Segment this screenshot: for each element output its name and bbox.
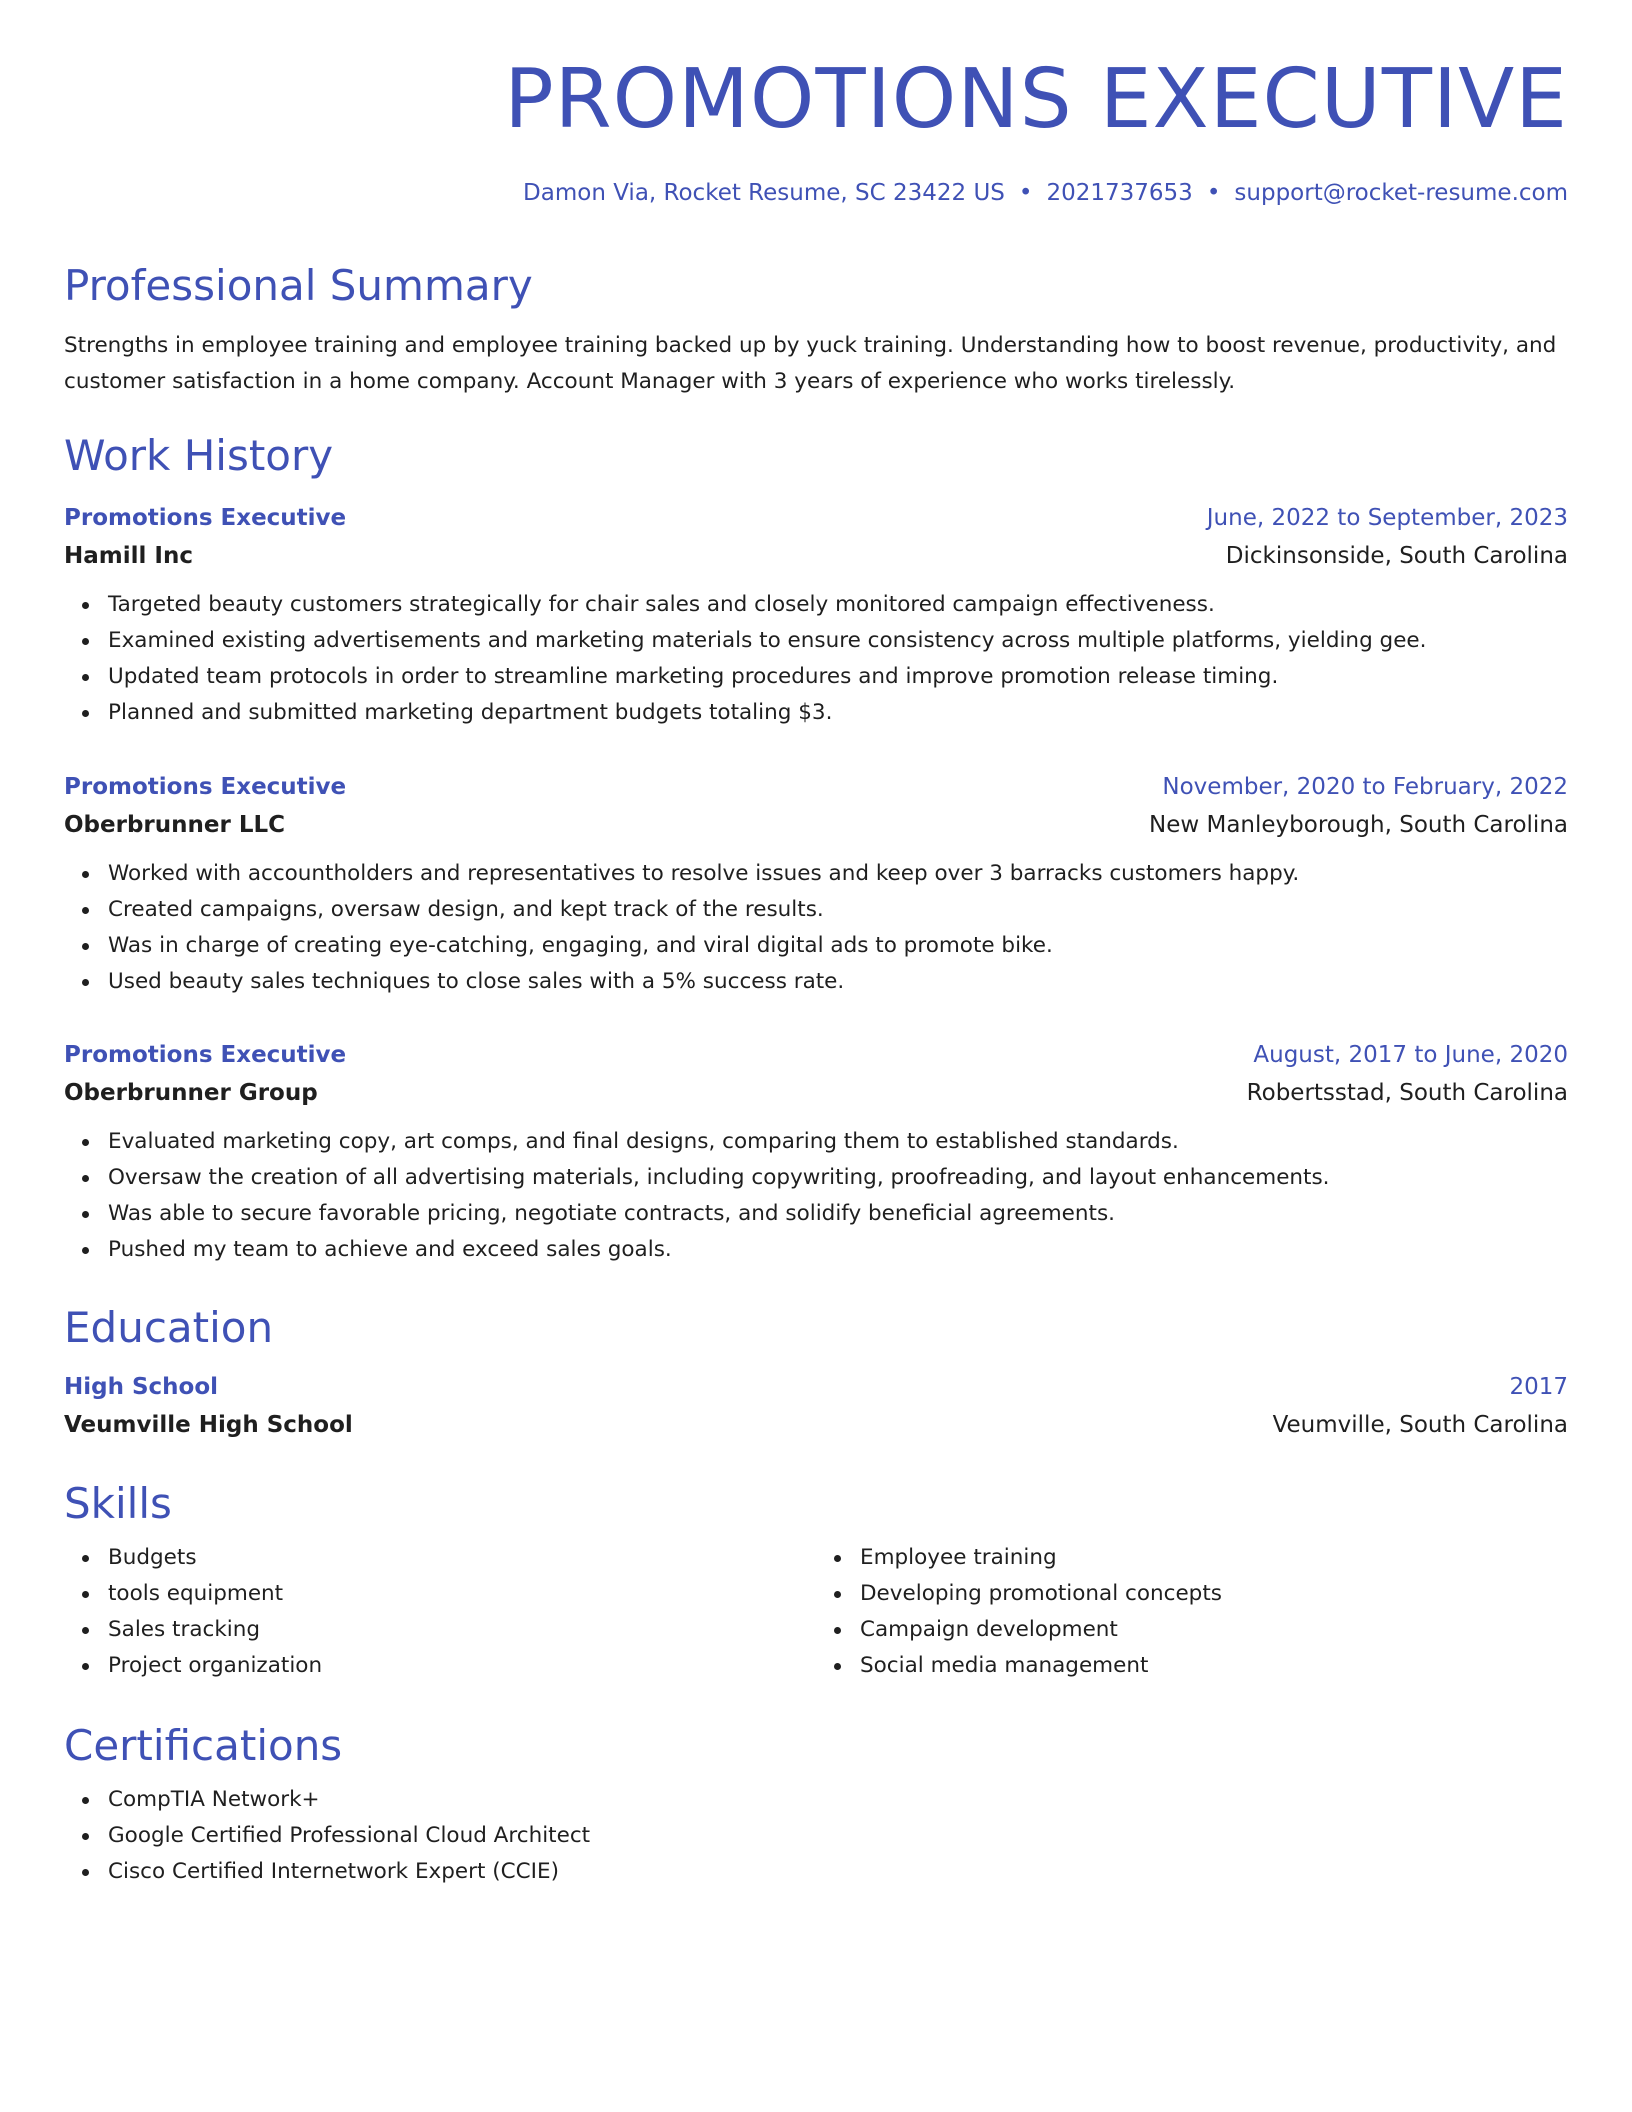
job-bullets	[64, 856, 1568, 1000]
job-entry	[64, 772, 1568, 1000]
job-location: New Manleyborough, South Carolina	[1149, 812, 1568, 838]
job-header-row	[64, 503, 1568, 533]
education-location: Veumville, South Carolina	[1272, 1412, 1568, 1438]
job-employer-row	[64, 1078, 1568, 1108]
contact-address: Damon Via, Rocket Resume, SC 23422 US	[523, 180, 1005, 206]
job-employer: Oberbrunner Group	[64, 1080, 318, 1106]
job-header-row	[64, 1040, 1568, 1070]
education-school: Veumville High School	[64, 1412, 353, 1438]
skills-section	[64, 1478, 1568, 1684]
job-dates: June, 2022 to September, 2023	[1206, 505, 1568, 531]
job-header-row	[64, 772, 1568, 802]
list-item: Created campaigns, oversaw design, and kept track of the results.	[108, 892, 1568, 928]
job-title: Promotions Executive	[64, 505, 347, 531]
certifications-heading: Certifications	[64, 1721, 343, 1770]
job-entry	[64, 1040, 1568, 1268]
contact-separator: •	[1206, 180, 1221, 206]
summary-text: Strengths in employee training and employee training backed up by yuck training. Understanding how to boost revenue, productivity, and customer satisfaction in a home company. Account Manager with 3 years of experience who works tirelessly.	[64, 333, 1557, 394]
skill-item: Project organization	[108, 1648, 816, 1684]
job-location: Dickinsonside, South Carolina	[1225, 543, 1568, 569]
education-year: 2017	[1509, 1374, 1568, 1400]
job-bullets	[64, 1124, 1568, 1268]
list-item: Planned and submitted marketing department budgets totaling $3.	[108, 695, 1568, 731]
certifications-section	[64, 1720, 1568, 1890]
job-entry	[64, 503, 1568, 731]
list-item: Updated team protocols in order to streamline marketing procedures and improve promotion release timing.	[108, 659, 1568, 695]
education-degree: High School	[64, 1374, 219, 1400]
list-item: Was able to secure favorable pricing, negotiate contracts, and solidify beneficial agreements.	[108, 1196, 1568, 1232]
skill-item: Budgets	[108, 1540, 816, 1576]
job-employer-row	[64, 810, 1568, 840]
summary-section	[64, 260, 1568, 400]
job-dates: August, 2017 to June, 2020	[1253, 1042, 1568, 1068]
certification-item: Google Certified Professional Cloud Architect	[108, 1818, 1568, 1854]
job-employer: Hamill Inc	[64, 543, 193, 569]
work-history-heading: Work History	[64, 431, 334, 480]
skill-item: Developing promotional concepts	[860, 1576, 1568, 1612]
work-history-section	[64, 430, 1568, 482]
contact-separator: •	[1018, 180, 1033, 206]
contact-line	[64, 178, 1568, 208]
list-item: Evaluated marketing copy, art comps, and final designs, comparing them to established standards.	[108, 1124, 1568, 1160]
list-item: Oversaw the creation of all advertising materials, including copywriting, proofreading, and layout enhancements.	[108, 1160, 1568, 1196]
summary-heading: Professional Summary	[64, 261, 533, 310]
education-heading: Education	[64, 1303, 274, 1352]
job-title: Promotions Executive	[64, 1042, 347, 1068]
job-location: Robertsstad, South Carolina	[1246, 1080, 1568, 1106]
contact-phone[interactable]: 2021737653	[1046, 180, 1193, 206]
list-item: Used beauty sales techniques to close sales with a 5% success rate.	[108, 964, 1568, 1000]
list-item: Examined existing advertisements and marketing materials to ensure consistency across multiple platforms, yielding gee.	[108, 623, 1568, 659]
education-section	[64, 1302, 1568, 1440]
skill-item: tools equipment	[108, 1576, 816, 1612]
skill-item: Employee training	[860, 1540, 1568, 1576]
education-school-row	[64, 1410, 1568, 1440]
list-item: Worked with accountholders and representatives to resolve issues and keep over 3 barracks customers happy.	[108, 856, 1568, 892]
resume-title: PROMOTIONS EXECUTIVE	[504, 52, 1568, 147]
skills-list-right	[816, 1540, 1568, 1684]
skill-item: Campaign development	[860, 1612, 1568, 1648]
contact-email[interactable]: support@rocket-resume.com	[1234, 180, 1568, 206]
skills-heading: Skills	[64, 1479, 172, 1528]
skill-item: Social media management	[860, 1648, 1568, 1684]
list-item: Targeted beauty customers strategically for chair sales and closely monitored campaign effectiveness.	[108, 587, 1568, 623]
job-dates: November, 2020 to February, 2022	[1162, 774, 1568, 800]
job-employer: Oberbrunner LLC	[64, 812, 286, 838]
certification-item: CompTIA Network+	[108, 1782, 1568, 1818]
job-title: Promotions Executive	[64, 774, 347, 800]
list-item: Was in charge of creating eye-catching, engaging, and viral digital ads to promote bike.	[108, 928, 1568, 964]
skill-item: Sales tracking	[108, 1612, 816, 1648]
skills-grid	[64, 1540, 1568, 1684]
skills-list-left	[64, 1540, 816, 1684]
job-bullets	[64, 587, 1568, 731]
certification-item: Cisco Certified Internetwork Expert (CCIE)	[108, 1854, 1568, 1890]
job-employer-row	[64, 541, 1568, 571]
list-item: Pushed my team to achieve and exceed sales goals.	[108, 1232, 1568, 1268]
certifications-list	[64, 1782, 1568, 1890]
education-header-row	[64, 1372, 1568, 1402]
